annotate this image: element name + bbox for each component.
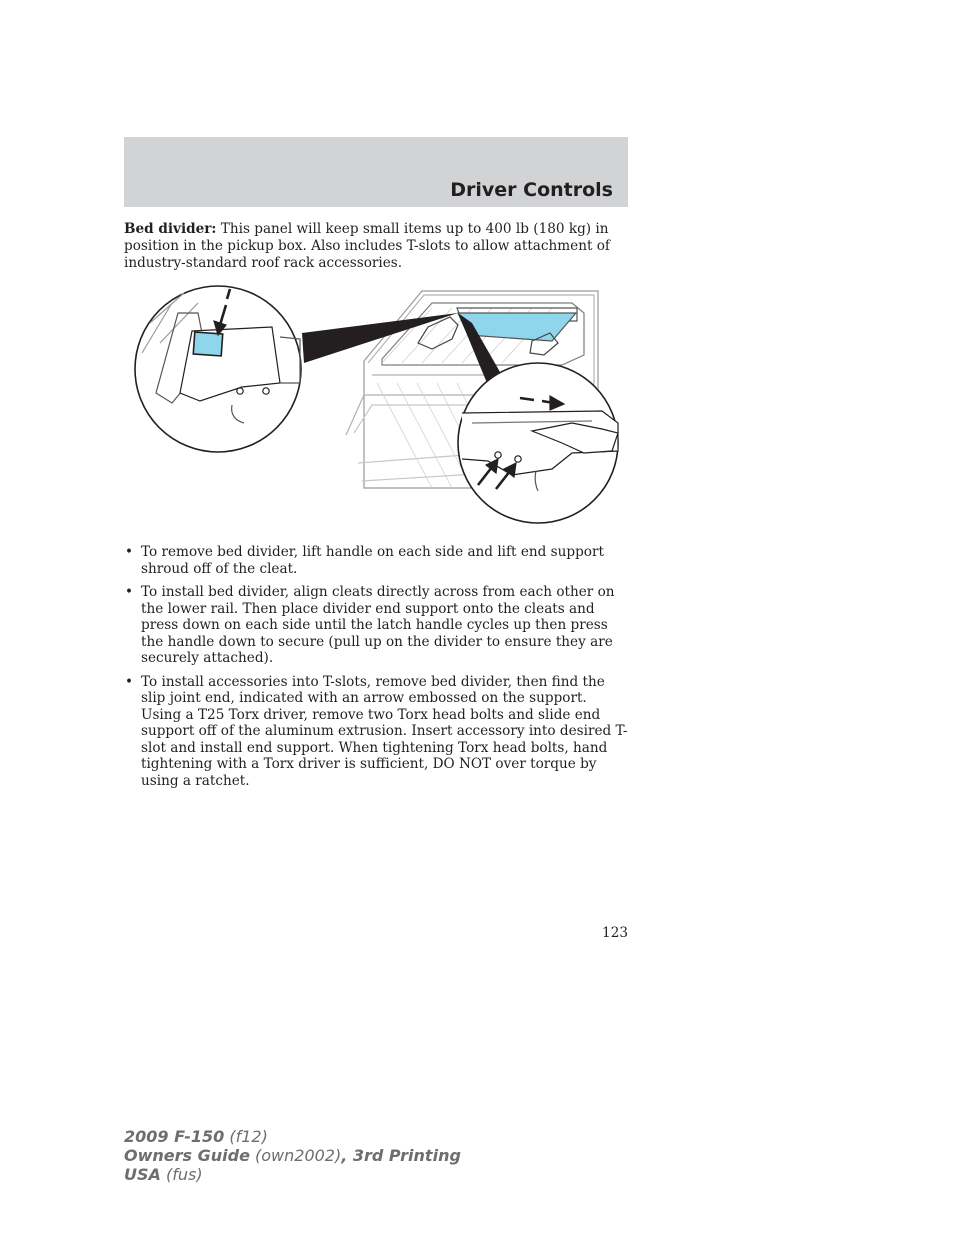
list-item-text: To install bed divider, align cleats directly across from each other on the lower rail. Then place divider end support onto the cleats and press down on each side until the latch handle cycles up then press the handle down to secure (pull up on the divider to ensure they are securely attached). — [141, 584, 615, 666]
print-footer — [124, 1127, 461, 1184]
detail-circle-handle — [135, 286, 301, 452]
section-title: Driver Controls — [450, 179, 613, 201]
list-item — [124, 674, 630, 790]
latch-handle-highlight — [193, 332, 222, 356]
footer-guide-code: (own2002) — [249, 1146, 342, 1165]
footer-model-code: (f12) — [224, 1127, 268, 1146]
footer-guide: Owners Guide — [124, 1146, 250, 1165]
footer-line-1 — [124, 1127, 461, 1146]
intro-paragraph — [124, 221, 624, 272]
intro-text: This panel will keep small items up to 400 lb (180 kg) in position in the pickup box. Also includes T-slots to allow attachment of industry-standard roof rack accessories. — [124, 221, 610, 271]
callout-beam-left — [302, 313, 458, 363]
bullet-glyph: • — [125, 673, 134, 690]
bullet-glyph: • — [125, 544, 134, 560]
footer-line-2 — [124, 1146, 461, 1165]
footer-model: 2009 F-150 — [124, 1127, 225, 1146]
detail-circle-support — [458, 363, 618, 523]
bed-divider-illustration — [132, 283, 622, 525]
bullet-glyph: • — [125, 584, 134, 600]
list-item-text: To install accessories into T-slots, remove bed divider, then find the slip joint end, indicated with an arrow embossed on the support. Using a T25 Torx driver, remove two Torx head bolts and slide end support off of the aluminum extrusion. Insert accessory into desired T-slot and install end support. When tightening Torx head bolts, hand tightening with a Torx driver is sufficient, DO NOT over torque by using a ratchet. — [141, 673, 628, 789]
intro-term: Bed divider: — [124, 221, 217, 237]
page-number: 123 — [602, 925, 628, 941]
list-item-text: To remove bed divider, lift handle on each side and lift end support shroud off of the cleat. — [141, 544, 604, 577]
section-header — [124, 137, 628, 207]
footer-printing: , 3rd Printing — [341, 1146, 461, 1165]
footer-line-3 — [124, 1165, 461, 1184]
list-item — [124, 544, 630, 577]
list-item — [124, 584, 630, 667]
footer-market: USA — [124, 1165, 161, 1184]
footer-market-code: (fus) — [160, 1165, 203, 1184]
instruction-list — [124, 544, 630, 796]
